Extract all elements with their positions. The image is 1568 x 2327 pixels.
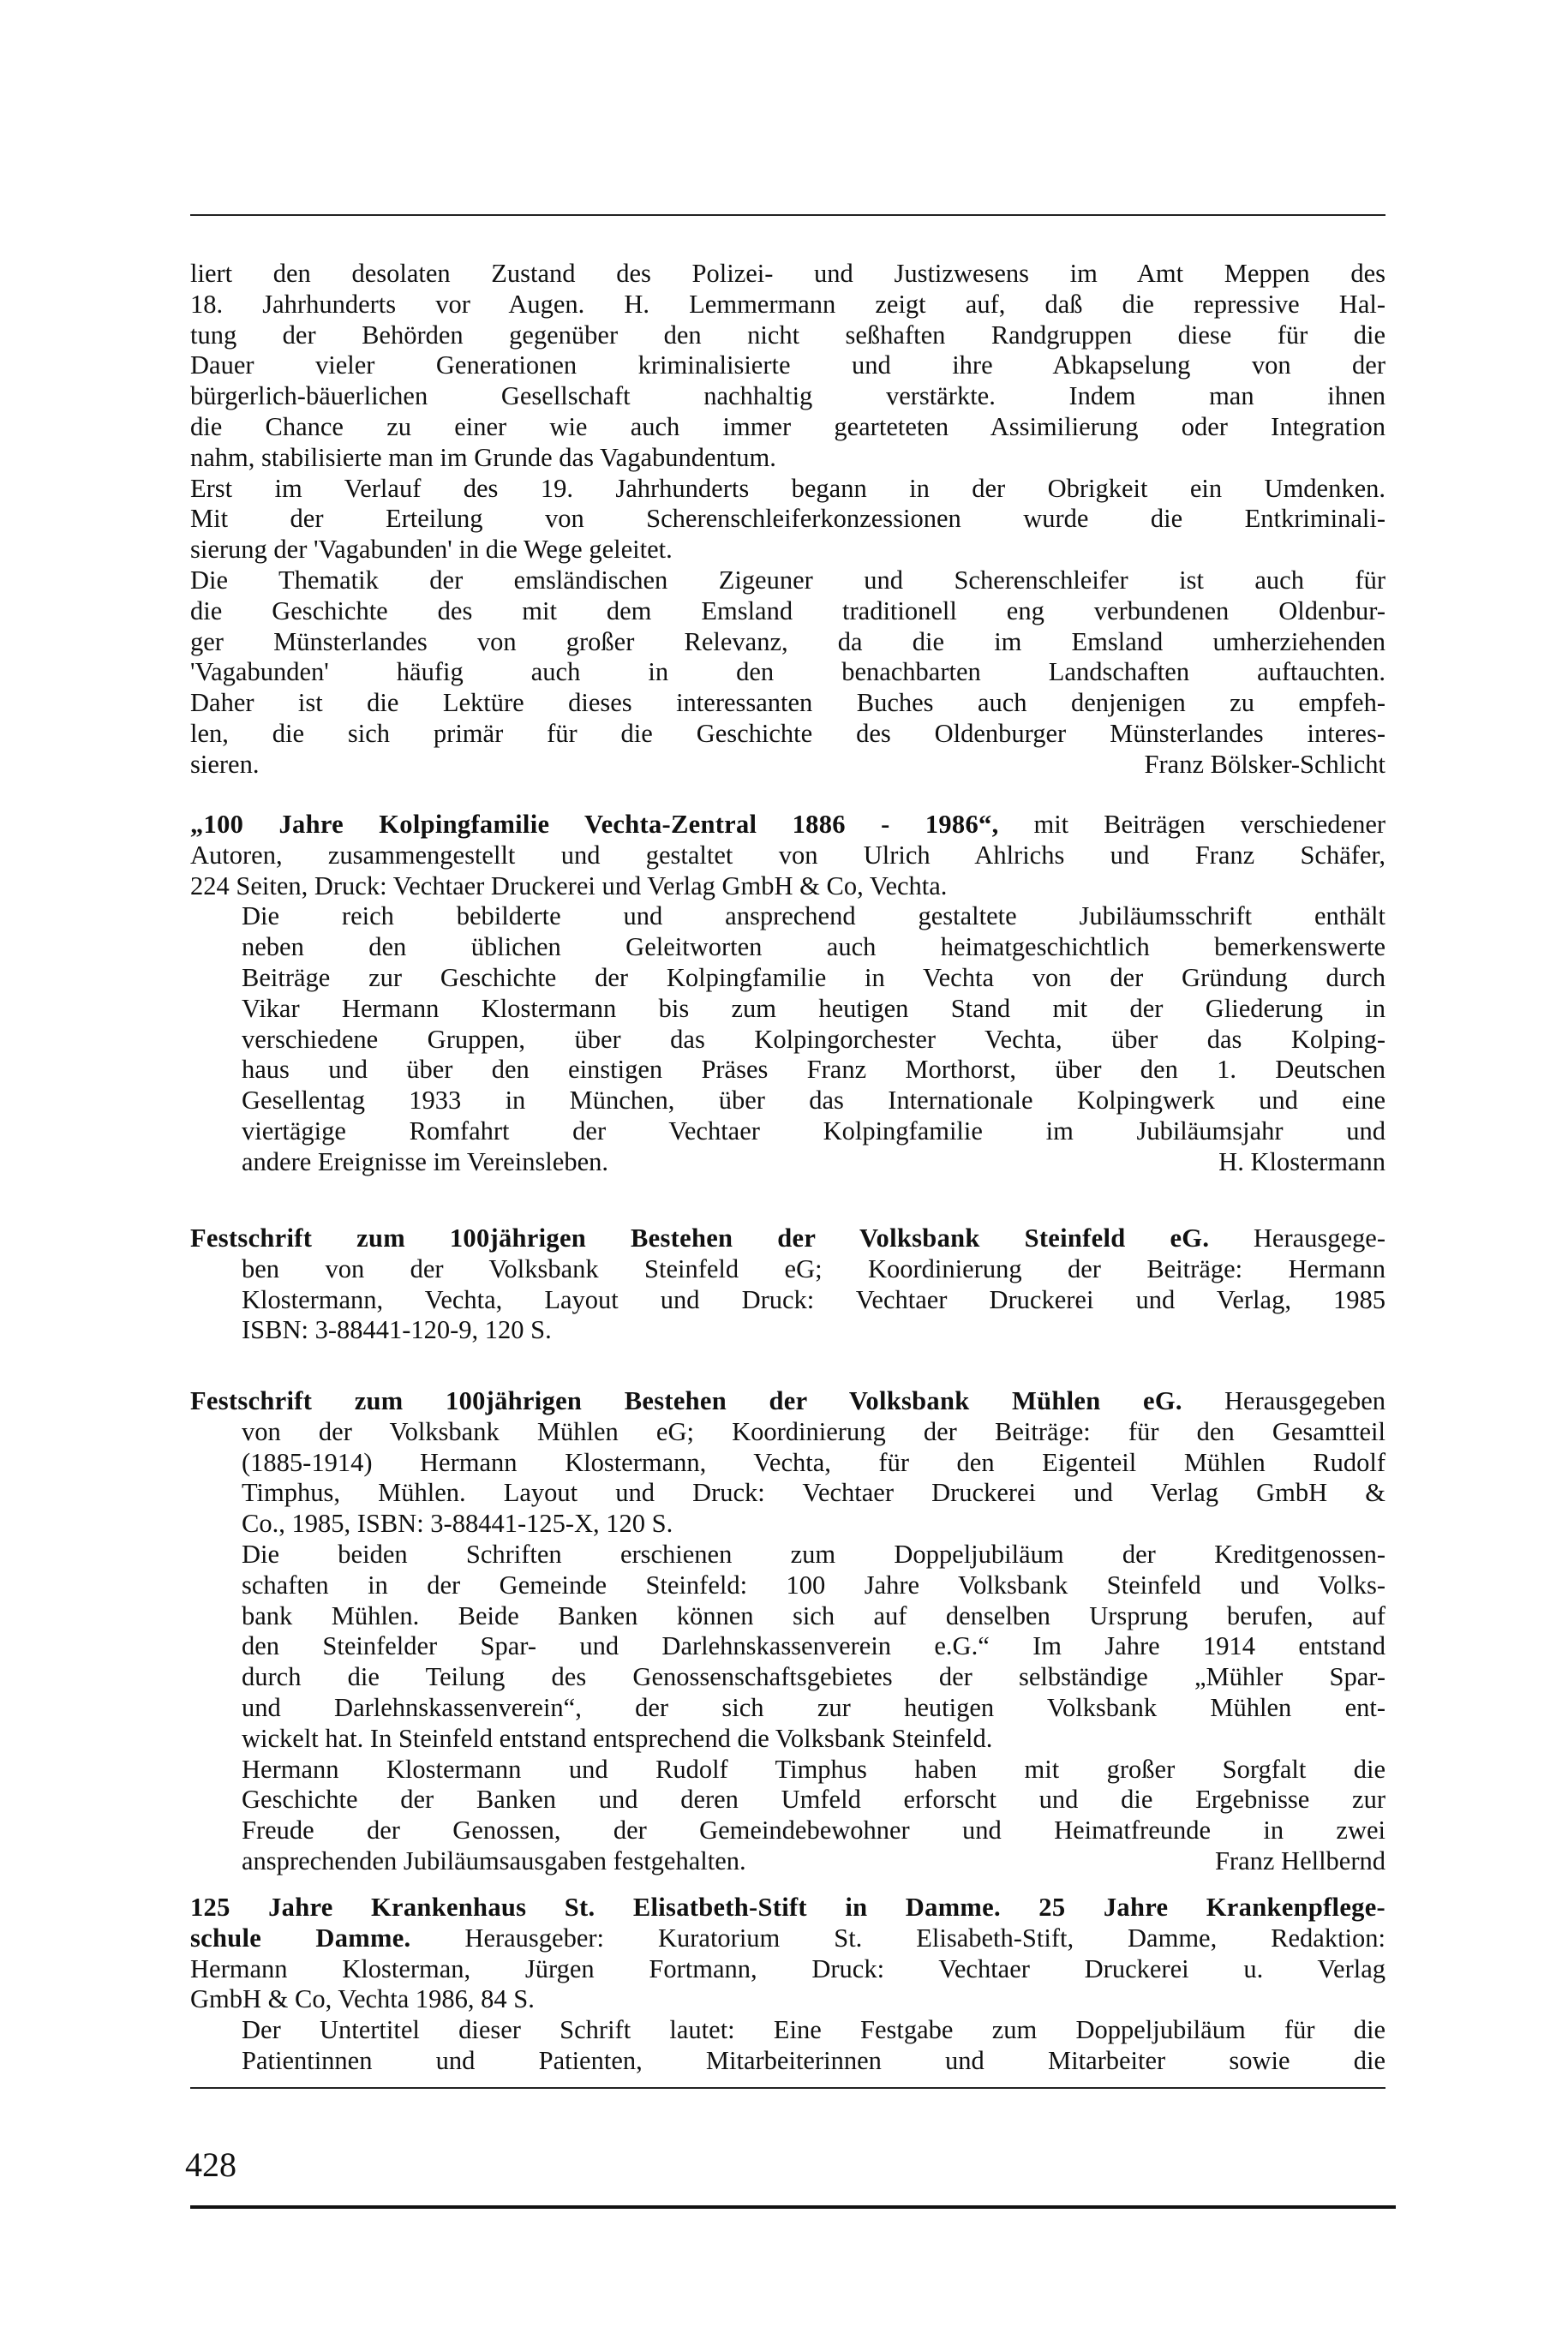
text-line: wickelt hat. In Steinfeld entstand entsprechend die Volksbank Steinfeld. — [242, 1723, 993, 1753]
bottom-text-rule — [190, 2087, 1385, 2089]
text-line: schaften in der Gemeinde Steinfeld: 100 Jahre Volksbank Steinfeld und Volks- — [242, 1570, 1385, 1600]
entry-header-line — [190, 1223, 1385, 1254]
footer-rule — [190, 2205, 1396, 2209]
text-line: andere Ereignisse im Vereinsleben. — [242, 1146, 608, 1176]
text-line: (1885-1914) Hermann Klostermann, Vechta, für den Eigenteil Mühlen Rudolf — [242, 1447, 1385, 1477]
text-line: len, die sich primär für die Geschichte des Oldenburger Münsterlandes interes- — [190, 718, 1385, 748]
text-line: Erst im Verlauf des 19. Jahrhunderts begann in der Obrigkeit ein Umdenken. — [190, 473, 1385, 503]
entry-title: „100 Jahre Kolpingfamilie Vechta-Zentral 1886 - 1986“, — [190, 810, 999, 839]
text-line: verschiedene Gruppen, über das Kolpingorchester Vechta, über das Kolping- — [242, 1024, 1385, 1054]
text-line: 18. Jahrhunderts vor Augen. H. Lemmermann zeigt auf, daß die repressive Hal- — [190, 289, 1385, 319]
text-line: Geschichte der Banken und deren Umfeld erforscht und die Ergebnisse zur — [242, 1785, 1385, 1815]
text-line: ben von der Volksbank Steinfeld eG; Koordinierung der Beiträge: Hermann — [242, 1253, 1385, 1283]
entry-title: 125 Jahre Krankenhaus St. Elisatbeth-Stift in Damme. 25 Jahre Krankenpflege- — [190, 1893, 1385, 1922]
text-line: 224 Seiten, Druck: Vechtaer Druckerei und Verlag GmbH & Co, Vechta. — [190, 870, 948, 900]
text-line: durch die Teilung des Genossenschaftsgebietes der selbständige „Mühler Spar- — [242, 1662, 1385, 1692]
signature-line — [190, 1846, 1385, 1877]
text-line: sierung der 'Vagabunden' in die Wege geleitet. — [190, 535, 673, 565]
text-line: Die reich bebilderte und ansprechend gestaltete Jubiläumsschrift enthält — [242, 901, 1385, 931]
review-continuation — [190, 259, 1385, 781]
text-line: den Steinfelder Spar- und Darlehnskassenverein e.G.“ Im Jahre 1914 entstand — [242, 1631, 1385, 1661]
entry-header-line — [190, 810, 1385, 840]
text-line: Dauer vieler Generationen kriminalisierte und ihre Abkapselung von der — [190, 350, 1385, 380]
text-line: bank Mühlen. Beide Banken können sich auf denselben Ursprung berufen, auf — [242, 1600, 1385, 1630]
text-line: GmbH & Co, Vechta 1986, 84 S. — [190, 1984, 535, 2014]
review-author: H. Klostermann — [1218, 1146, 1385, 1176]
text-line: Vikar Hermann Klostermann bis zum heutigen Stand mit der Gliederung in — [242, 993, 1385, 1023]
text-line: Beiträge zur Geschichte der Kolpingfamilie in Vechta von der Gründung durch — [242, 962, 1385, 992]
text-line: Patientinnen und Patienten, Mitarbeiterinnen und Mitarbeiter sowie die — [242, 2045, 1385, 2075]
text-line: ansprechenden Jubiläumsausgaben festgehalten. — [242, 1845, 746, 1875]
signature-line — [190, 750, 1385, 781]
top-rule — [190, 214, 1385, 216]
review-author: Franz Bölsker-Schlicht — [1144, 749, 1385, 779]
review-entry-krankenhaus — [190, 1893, 1385, 2077]
text-line: neben den üblichen Geleitworten auch heimatgeschichtlich bemerkenswerte — [242, 932, 1385, 962]
text-line: viertägige Romfahrt der Vechtaer Kolpingfamilie im Jubiläumsjahr und — [242, 1116, 1385, 1146]
entry-title-rest: Herausgege- — [1209, 1223, 1386, 1253]
text-line: Der Untertitel dieser Schrift lautet: Eine Festgabe zum Doppeljubiläum für die — [242, 2015, 1385, 2045]
page-number: 428 — [185, 2145, 236, 2184]
text-line: Co., 1985, ISBN: 3-88441-125-X, 120 S. — [242, 1509, 673, 1539]
text-line: Hermann Klostermann und Rudolf Timphus haben mit großer Sorgfalt die — [242, 1754, 1385, 1784]
text-line: Autoren, zusammengestellt und gestaltet von Ulrich Ahlrichs und Franz Schäfer, — [190, 840, 1385, 870]
review-author: Franz Hellbernd — [1214, 1845, 1385, 1875]
text-line: sieren. — [190, 749, 260, 779]
text-line: Die Thematik der emsländischen Zigeuner und Scherenschleifer ist auch für — [190, 565, 1385, 595]
text-line: ger Münsterlandes von großer Relevanz, da die im Emsland umherziehenden — [190, 626, 1385, 656]
entry-header-line — [190, 1386, 1385, 1417]
text-line: Mit der Erteilung von Scherenschleiferkonzessionen wurde die Entkriminali- — [190, 504, 1385, 534]
text-line: Freude der Genossen, der Gemeindebewohner und Heimatfreunde in zwei — [242, 1816, 1385, 1845]
text-line: Gesellentag 1933 in München, über das Internationale Kolpingwerk und eine — [242, 1086, 1385, 1116]
text-line: nahm, stabilisierte man im Grunde das Vagabundentum. — [190, 442, 776, 472]
entry-title-rest: Herausgegeben — [1182, 1386, 1385, 1415]
text-line: bürgerlich-bäuerlichen Gesellschaft nachhaltig verstärkte. Indem man ihnen — [190, 381, 1385, 411]
text-line: ISBN: 3-88441-120-9, 120 S. — [242, 1315, 552, 1345]
review-entry-steinfeld — [190, 1223, 1385, 1346]
text-line: 'Vagabunden' häufig auch in den benachbarten Landschaften auftauchten. — [190, 657, 1385, 687]
text-line: liert den desolaten Zustand des Polizei- und Justizwesens im Amt Meppen des — [190, 259, 1385, 288]
entry-title: Festschrift zum 100jährigen Bestehen der Volksbank Steinfeld eG. — [190, 1223, 1210, 1253]
text-line: die Geschichte des mit dem Emsland traditionell eng verbundenen Oldenbur- — [190, 595, 1385, 625]
entry-title: Festschrift zum 100jährigen Bestehen der Volksbank Mühlen eG. — [190, 1386, 1182, 1415]
entry-title-rest: mit Beiträgen verschiedener — [998, 810, 1386, 839]
entry-title: schule Damme. — [190, 1923, 411, 1953]
entry-title-rest: Herausgeber: Kuratorium St. Elisabeth-Stift, Damme, Redaktion: — [410, 1923, 1386, 1953]
text-line: Klostermann, Vechta, Layout und Druck: Vechtaer Druckerei und Verlag, 1985 — [242, 1284, 1385, 1314]
text-line: und Darlehnskassenverein“, der sich zur heutigen Volksbank Mühlen ent- — [242, 1692, 1385, 1722]
text-line: Die beiden Schriften erschienen zum Doppeljubiläum der Kreditgenossen- — [242, 1539, 1385, 1569]
text-line: die Chance zu einer wie auch immer gearteteten Assimilierung oder Integration — [190, 411, 1385, 441]
text-line: haus und über den einstigen Präses Franz Morthorst, über den 1. Deutschen — [242, 1055, 1385, 1085]
text-line: Daher ist die Lektüre dieses interessanten Buches auch denjenigen zu empfeh- — [190, 688, 1385, 718]
text-line: Hermann Klosterman, Jürgen Fortmann, Druck: Vechtaer Druckerei u. Verlag — [190, 1953, 1385, 1983]
text-line: Timphus, Mühlen. Layout und Druck: Vechtaer Druckerei und Verlag GmbH & — [242, 1478, 1385, 1508]
text-line: von der Volksbank Mühlen eG; Koordinierung der Beiträge: für den Gesamtteil — [242, 1416, 1385, 1446]
review-entry-muehlen — [190, 1386, 1385, 1877]
text-line: tung der Behörden gegenüber den nicht seßhaften Randgruppen diese für die — [190, 320, 1385, 350]
signature-line — [190, 1147, 1385, 1178]
entry-header-line — [190, 1923, 1385, 1954]
review-entry-kolping — [190, 810, 1385, 1178]
